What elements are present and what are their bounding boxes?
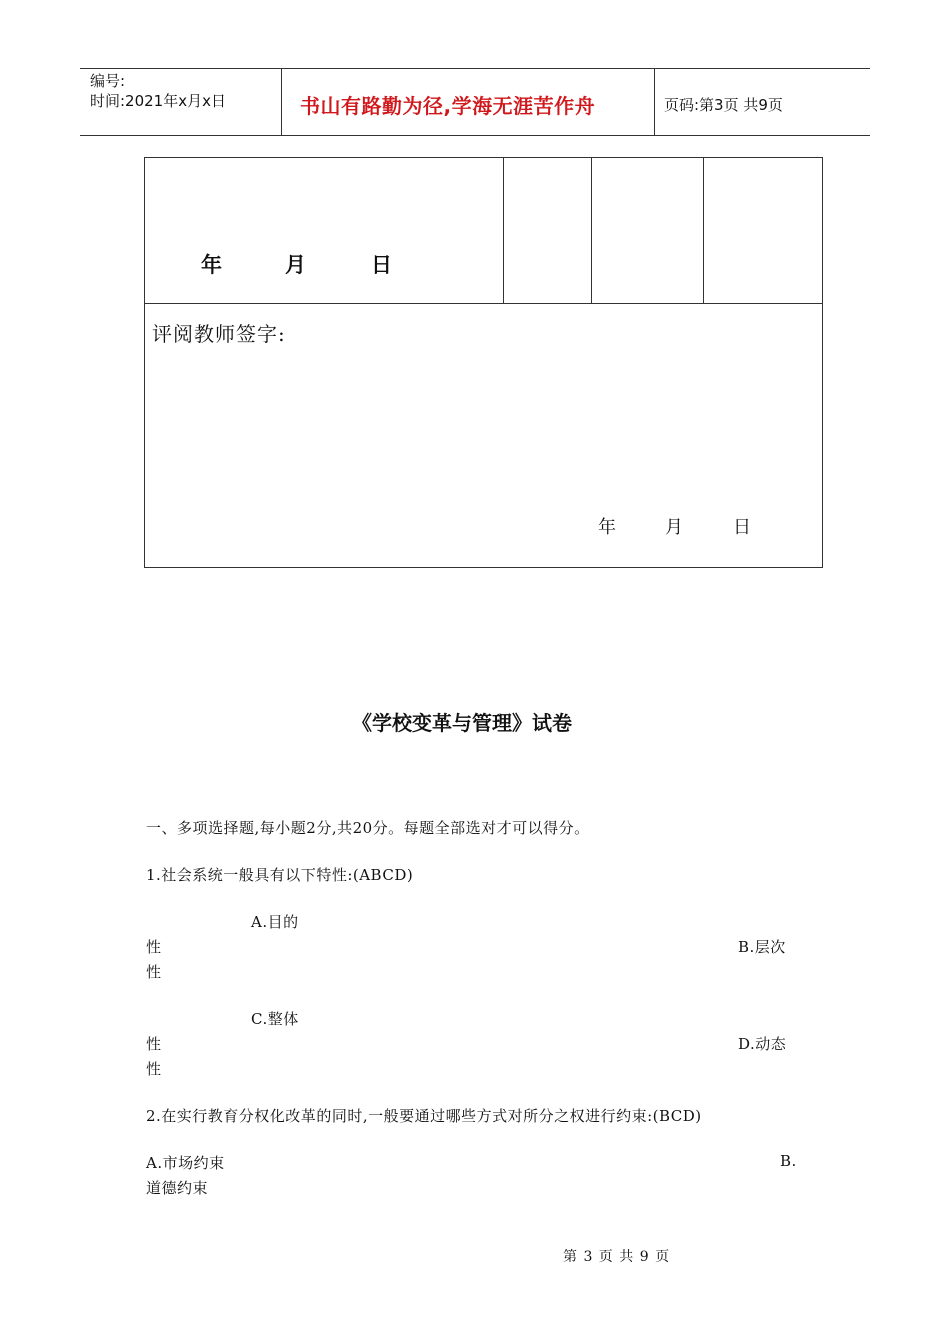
- sign-date-year: 年: [598, 517, 616, 538]
- header-page-label: 页码:第3页 共9页: [664, 96, 783, 114]
- header-bottom-rule: [80, 135, 870, 136]
- header-top-rule: [80, 68, 870, 69]
- header-motto: 书山有路勤为径,学海无涯苦作舟: [300, 94, 596, 118]
- q2-option-b-tail: 道德约束: [146, 1179, 209, 1197]
- footer-page-number: 第 3 页 共 9 页: [563, 1249, 671, 1265]
- q1-option-d: D.动态: [738, 1035, 787, 1053]
- header-number-label: 编号:: [90, 72, 126, 90]
- q1-option-c-tail: 性: [146, 1035, 162, 1053]
- header-divider-left: [281, 68, 282, 136]
- q1-option-a: A.目的: [251, 913, 299, 931]
- section-1-heading: 一、多项选择题,每小题2分,共20分。每题全部选对才可以得分。: [146, 819, 590, 837]
- question-2-stem: 2.在实行教育分权化改革的同时,一般要通过哪些方式对所分之权进行约束:(BCD): [146, 1107, 702, 1125]
- q1-option-b-tail: 性: [146, 963, 162, 981]
- q1-option-b: B.层次: [738, 938, 786, 956]
- teacher-sign-label: 评阅教师签字:: [152, 322, 286, 346]
- table-date-month: 月: [285, 252, 306, 277]
- grading-table-top-row: [144, 157, 823, 304]
- header-divider-right: [654, 68, 655, 136]
- q2-option-a: A.市场约束: [146, 1154, 225, 1172]
- q1-option-c: C.整体: [251, 1010, 299, 1028]
- q1-option-a-tail: 性: [146, 938, 162, 956]
- sign-date-day: 日: [733, 517, 751, 538]
- q1-option-d-tail: 性: [146, 1060, 162, 1078]
- table-date-year: 年: [201, 252, 222, 277]
- grading-table-divider-1: [503, 157, 504, 304]
- sign-date-month: 月: [665, 517, 683, 538]
- grading-table-divider-3: [703, 157, 704, 304]
- q2-option-b: B.: [780, 1152, 797, 1170]
- grading-table-divider-2: [591, 157, 592, 304]
- question-1-stem: 1.社会系统一般具有以下特性:(ABCD): [146, 866, 414, 884]
- exam-title: 《学校变革与管理》试卷: [352, 711, 572, 735]
- header-time-label: 时间:2021年x月x日: [90, 92, 226, 110]
- table-date-day: 日: [371, 252, 392, 277]
